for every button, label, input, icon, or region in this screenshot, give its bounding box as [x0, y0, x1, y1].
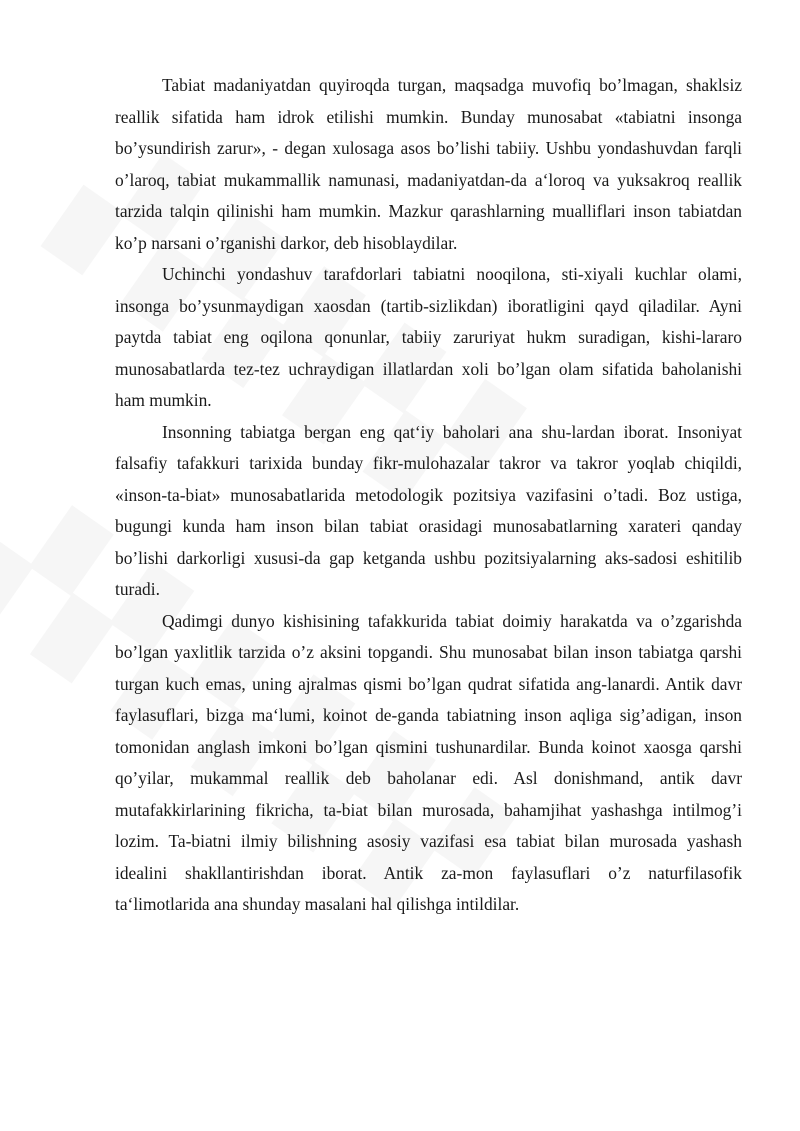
paragraph: Tabiat madaniyatdan quyiroqda turgan, maqsadga muvofiq bo’lmagan, shaklsiz reallik sifatida ham idrok etilishi mumkin. Bunday munosabat «tabiatni insonga bo’ysundirish zarur», - degan xulosaga asos bo’lishi tabiiy. Ushbu yondashuvdan farqli o’laroq, tabiat mukammallik namunasi, madaniyatdan-da a‘loroq va yuksakroq reallik tarzida talqin qilinishi ham mumkin. Mazkur qarashlarning mualliflari inson tabiatdan ko’p narsani o’rganishi darkor, deb hisoblaydilar.: [115, 75, 742, 253]
paragraph: Uchinchi yondashuv tarafdorlari tabiatni nooqilona, sti-xiyali kuchlar olami, insonga bo’ysunmaydigan xaosdan (tartib-sizlikdan) iboratligini qayd qiladilar. Ayni paytda tabiat eng oqilona qonunlar, tabiiy zaruriyat hukm suradigan, kishi-lararo munosabatlarda tez-tez uchraydigan illatlardan xoli bo’lgan olam sifatida baholanishi ham mumkin.: [115, 264, 742, 410]
document-body: [115, 70, 742, 921]
paragraph: Insonning tabiatga bergan eng qat‘iy baholari ana shu-lardan iborat. Insoniyat falsafiy tafakkuri tarixida bunday fikr-mulohazalar takror va takror yoqlab chiqildi, «inson-ta-biat» munosabatlarida metodologik pozitsiya vazifasini o’tadi. Boz ustiga, bugungi kunda ham inson bilan tabiat orasidagi munosabatlarning xarateri qanday bo’lishi darkorligi xususi-da gap ketganda ushbu pozitsiyalarning aks-sadosi eshitilib turadi.: [115, 421, 742, 599]
paragraph: Qadimgi dunyo kishisining tafakkurida tabiat doimiy harakatda va o’zgarishda bo’lgan yaxlitlik tarzida o’z aksini topgandi. Shu munosabat bilan inson tabiatga qarshi turgan kuch emas, uning ajralmas qismi bo’lgan qudrat sifatida ang-lanardi. Antik davr faylasuflari, bizga ma‘lumi, koinot de-ganda tabiatning inson aqliga sig’adigan, inson tomonidan anglash imkoni bo’lgan qismini tushunardilar. Bunda koinot xaosga qarshi qo’yilar, mukammal reallik deb baholanar edi. Asl donishmand, antik davr mutafakkirlarining fikricha, ta-biat bilan murosada, bahamjihat yashashga intilmog’i lozim. Ta-biatni ilmiy bilishning asosiy vazifasi esa tabiat bilan murosada yashash idealini shakllantirishdan iborat. Antik za-mon faylasuflari o’z naturfilasofik ta‘limotlarida ana shunday masalani hal qilishga intildilar.: [115, 610, 742, 914]
